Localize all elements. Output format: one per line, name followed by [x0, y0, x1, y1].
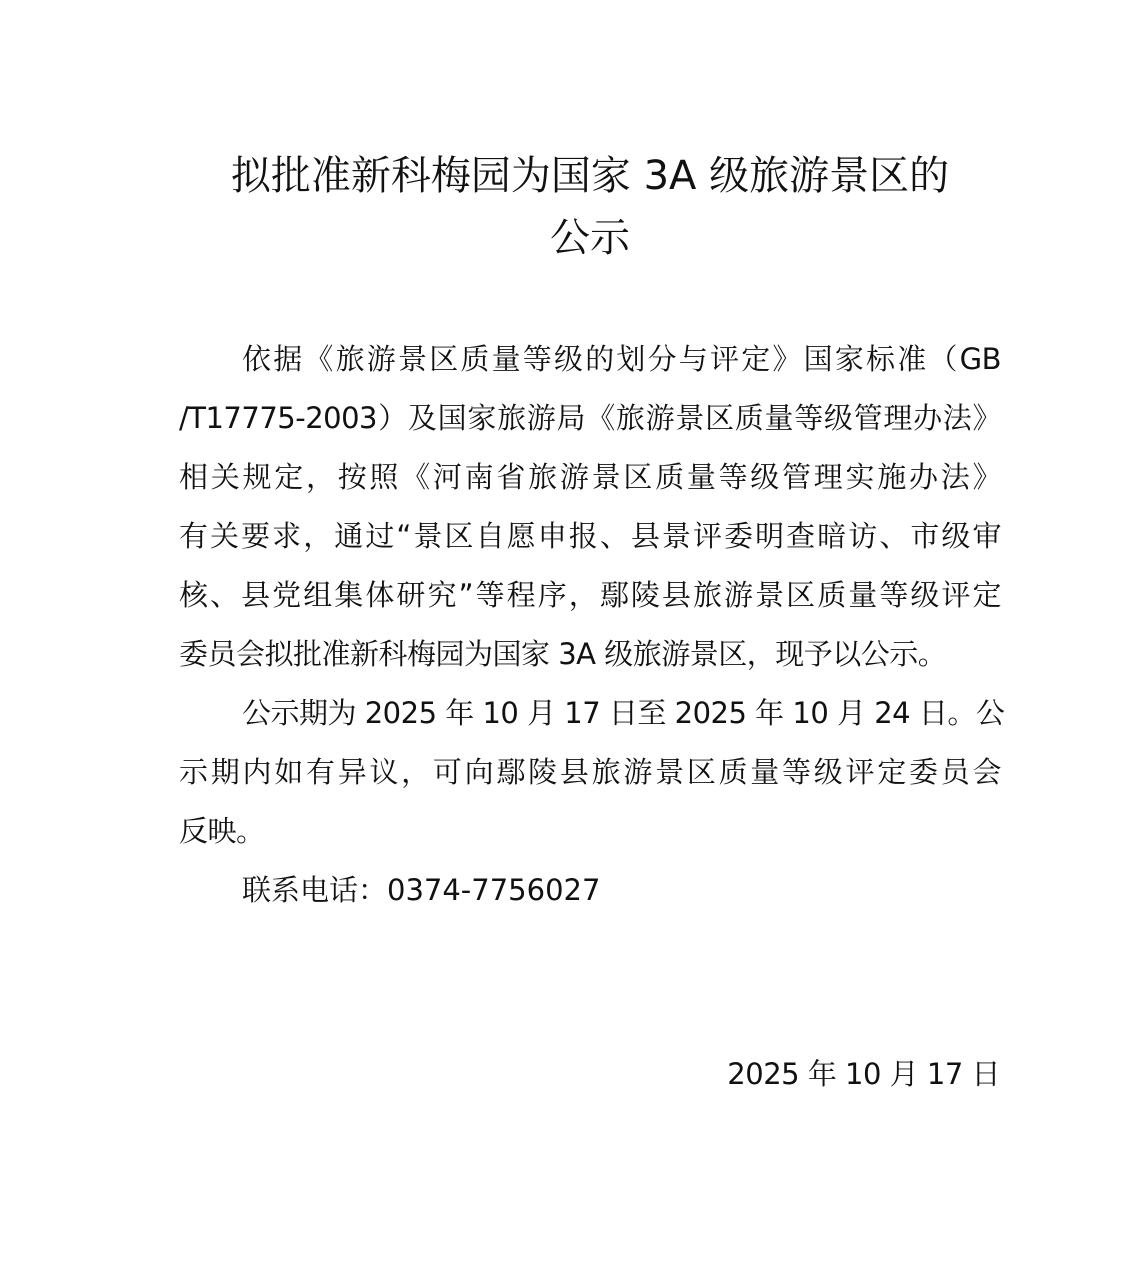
notice-date: 2025 年 10 月 17 日: [727, 1057, 1000, 1091]
paragraph-line: 委员会拟批准新科梅园为国家 3A 级旅游景区，现予以公示。: [179, 637, 947, 671]
notice-body: [179, 330, 1005, 920]
paragraph-line: 依据《旅游景区质量等级的划分与评定》国家标准（GB: [242, 342, 1001, 376]
paragraph-line: 反映。: [179, 814, 265, 848]
paragraph-line: 有关要求，通过“景区自愿申报、县景评委明查暗访、市级审: [179, 519, 1001, 553]
notice-title-line-1: 拟批准新科梅园为国家 3A 级旅游景区的: [230, 153, 950, 199]
paragraph-line: 核、县党组集体研究”等程序，鄢陵县旅游景区质量等级评定: [179, 578, 1001, 612]
paragraph-line: 示期内如有异议，可向鄢陵县旅游景区质量等级评定委员会: [179, 755, 1001, 789]
paragraph-line: /T17775-2003）及国家旅游局《旅游景区质量等级管理办法》: [179, 401, 1001, 435]
paragraph-line: 公示期为 2025 年 10 月 17 日至 2025 年 10 月 24 日。公: [242, 696, 1005, 730]
paragraph-line: 相关规定，按照《河南省旅游景区质量等级管理实施办法》: [179, 460, 1001, 494]
notice-title: [130, 145, 1050, 269]
notice-title-line-2: 公示: [550, 215, 630, 261]
contact-phone: 联系电话：0374-7756027: [242, 873, 601, 907]
paragraph-basis: [179, 330, 1001, 684]
paragraph-period: [179, 684, 1005, 861]
